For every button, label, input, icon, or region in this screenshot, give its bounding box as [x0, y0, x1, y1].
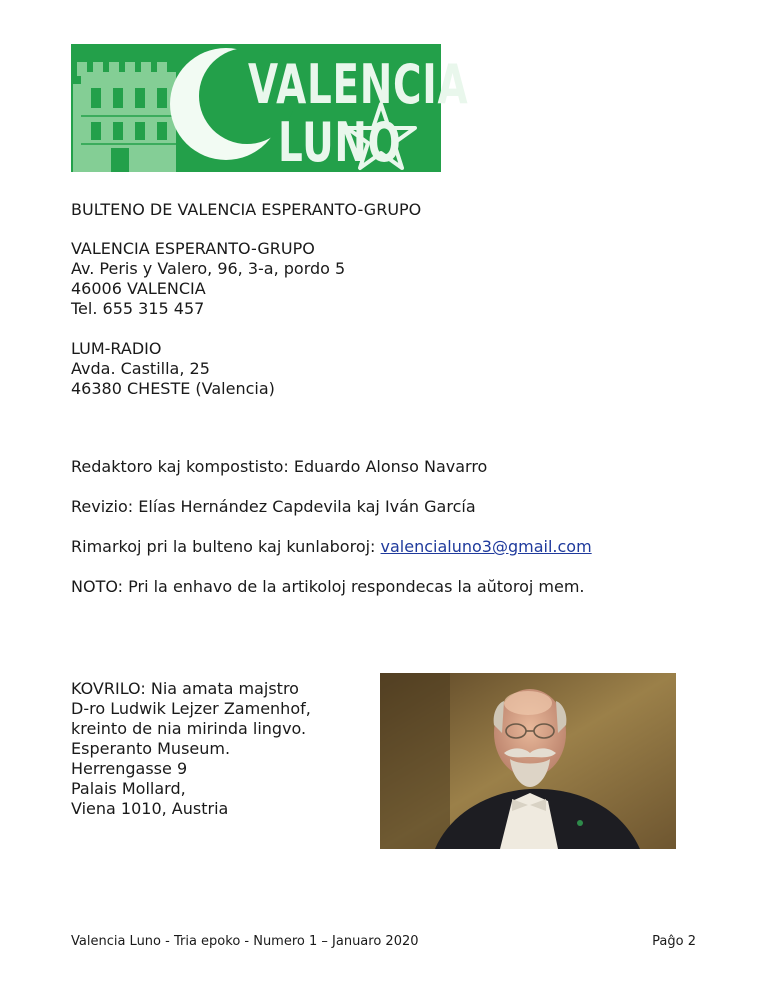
- caption-line: Esperanto Museum.: [71, 739, 231, 758]
- note-line: NOTO: Pri la enhavo de la artikoloj respondecas la aŭtoroj mem.: [71, 577, 585, 596]
- caption-line: Herrengasse 9: [71, 759, 188, 778]
- footer-page-number: Paĝo 2: [652, 934, 696, 949]
- address-line: Avda. Castilla, 25: [71, 359, 210, 378]
- address-line: 46006 VALENCIA: [71, 279, 206, 298]
- group-address: [71, 239, 345, 319]
- email-link[interactable]: valencialuno3@gmail.com: [380, 537, 592, 556]
- address-line: LUM-RADIO: [71, 339, 162, 358]
- address-line: 46380 CHESTE (Valencia): [71, 379, 275, 398]
- bulletin-title: BULTENO DE VALENCIA ESPERANTO-GRUPO: [71, 200, 422, 219]
- caption-line: kreinto de nia mirinda lingvo.: [71, 719, 307, 738]
- zamenhof-portrait: [380, 673, 676, 849]
- remarks-label: Rimarkoj pri la bulteno kaj kunlaboroj:: [71, 537, 381, 556]
- revision-credit: Revizio: Elías Hernández Capdevila kaj Iván García: [71, 497, 476, 516]
- footer-issue-info: Valencia Luno - Tria epoko - Numero 1 – Januaro 2020: [71, 934, 419, 949]
- cover-caption: [71, 679, 311, 819]
- address-line: Tel. 655 315 457: [71, 299, 205, 318]
- remarks-line: [71, 537, 592, 557]
- logo-title-valencia: VALENCIA: [248, 53, 469, 116]
- caption-line: D-ro Ludwik Lejzer Zamenhof,: [71, 699, 311, 718]
- caption-line: Palais Mollard,: [71, 779, 186, 798]
- radio-address: [71, 339, 275, 399]
- caption-line: KOVRILO: Nia amata majstro: [71, 679, 299, 698]
- logo-title-luno: LUNO: [278, 111, 402, 174]
- address-line: Av. Peris y Valero, 96, 3-a, pordo 5: [71, 259, 346, 278]
- caption-line: Viena 1010, Austria: [71, 799, 229, 818]
- valencia-luno-logo: [71, 44, 469, 174]
- address-line: VALENCIA ESPERANTO-GRUPO: [71, 239, 315, 258]
- editor-credit: Redaktoro kaj kompostisto: Eduardo Alonso Navarro: [71, 457, 488, 476]
